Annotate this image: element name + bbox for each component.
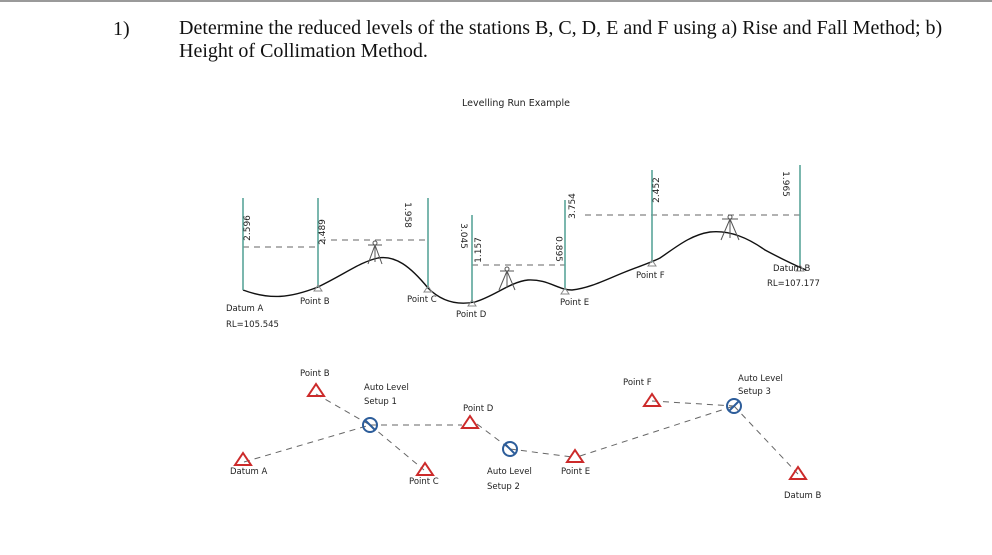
reading-point-d-2: 1.157: [474, 237, 484, 263]
plan-line-s1-c: [370, 425, 424, 470]
plan-triangle-point-f: [644, 394, 660, 406]
plan-line-b-s1: [316, 394, 370, 425]
plan-label-point-c: Point C: [409, 477, 439, 487]
label-point-e: Point E: [560, 298, 590, 308]
tripod-setup3: [721, 215, 739, 240]
reading-point-d-1: 3.045: [458, 223, 468, 249]
staff-readings: [243, 171, 790, 263]
plan-triangle-point-d: [462, 416, 478, 428]
plan-label-point-e: Point E: [561, 467, 591, 477]
label-point-c: Point C: [407, 295, 437, 305]
plan-label-point-f: Point F: [623, 378, 652, 388]
plan-triangle-point-c: [417, 463, 433, 475]
plan-label-setup1-line2: Setup 1: [364, 397, 397, 407]
plan-line-a-s1: [244, 425, 370, 462]
question-number: 1): [113, 18, 130, 40]
plan-label-point-d: Point D: [463, 404, 494, 414]
reading-datum-b: 1.965: [780, 171, 790, 197]
label-point-d: Point D: [456, 310, 487, 320]
label-datum-a: Datum A: [226, 304, 264, 314]
diagram-title: Levelling Run Example: [462, 98, 570, 109]
plan-label-datum-a: Datum A: [230, 467, 268, 477]
question-text: Determine the reduced levels of the stations B, C, D, E and F using a) Rise and Fall Method; b) Height of Collimation Method.: [179, 17, 943, 62]
reading-point-b: 2.489: [318, 219, 328, 245]
reading-point-e-1: 0.895: [553, 236, 563, 262]
plan-label-setup3-line2: Setup 3: [738, 387, 771, 397]
plan-line-s2-e: [510, 449, 572, 457]
plan-triangle-datum-b: [790, 467, 806, 479]
label-datum-b-rl: RL=107.177: [767, 279, 820, 289]
plan-label-setup2-line2: Setup 2: [487, 482, 520, 492]
reading-point-f: 2.452: [652, 177, 662, 203]
plan-label-point-b: Point B: [300, 369, 330, 379]
tripod-setup2: [499, 267, 515, 290]
plan-label-setup1-line1: Auto Level: [364, 383, 409, 393]
plan-line-e-s3: [580, 406, 734, 456]
marker-point-c: [424, 286, 432, 292]
level-setup2-icon: [503, 442, 517, 456]
plan-label-setup3-line1: Auto Level: [738, 374, 783, 384]
label-datum-b: Datum B: [773, 264, 811, 274]
plan-levels: [363, 399, 741, 456]
plan-stations: [235, 384, 806, 479]
label-point-b: Point B: [300, 297, 330, 307]
plan-line-f-s3: [652, 401, 734, 406]
reading-point-e-2: 3.754: [568, 193, 578, 219]
plan-label-setup2-line1: Auto Level: [487, 467, 532, 477]
reading-point-c: 1.958: [402, 202, 412, 228]
section-labels: [226, 264, 820, 330]
plan-line-s3-b: [734, 406, 798, 474]
label-point-f: Point F: [636, 271, 665, 281]
label-datum-a-rl: RL=105.545: [226, 320, 279, 330]
ground-markers: [314, 260, 804, 306]
plan-label-datum-b: Datum B: [784, 491, 822, 501]
plan-sight-lines: [244, 394, 798, 474]
reading-datum-a: 2.596: [243, 215, 253, 241]
plan-triangle-datum-a: [235, 453, 251, 465]
